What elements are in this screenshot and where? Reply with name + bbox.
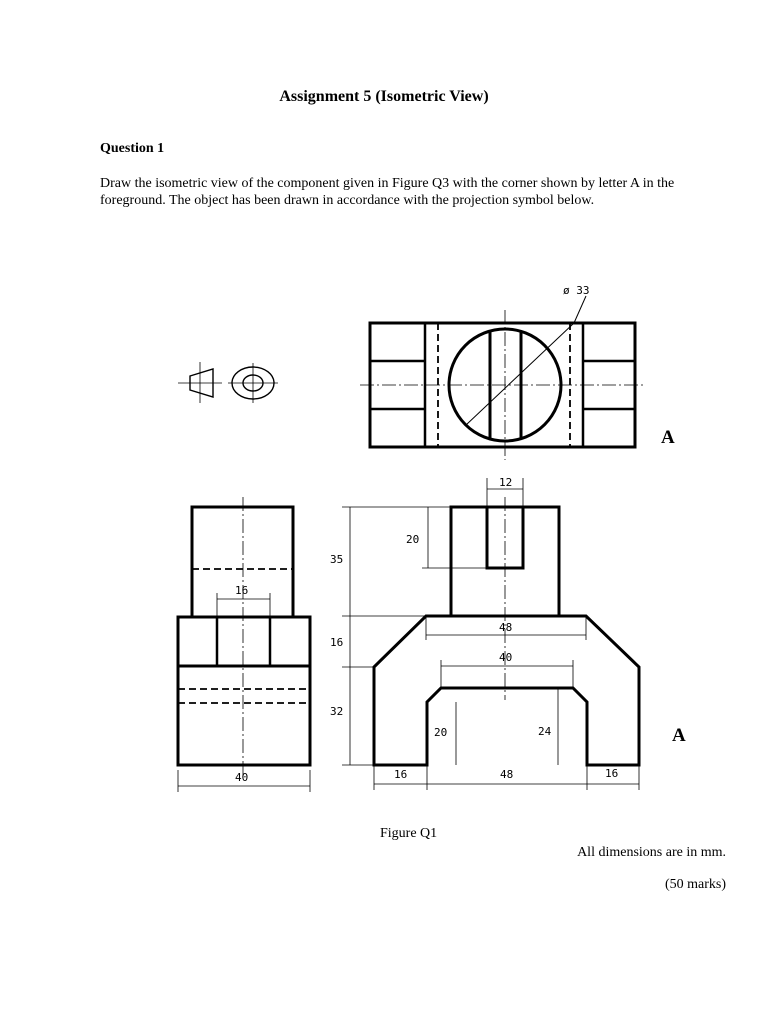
arch-height-dimension: 24 [538,725,552,738]
question-heading: Question 1 [100,141,165,156]
corner-label-plan: A [661,427,675,448]
figure-caption: Figure Q1 [380,826,438,841]
page-title: Assignment 5 (Isometric View) [279,88,489,105]
front-view [342,478,639,790]
diameter-dimension-label: ø 33 [563,284,590,297]
leg-height-dimension: 32 [330,705,344,718]
slot-width-dimension: 12 [499,476,513,489]
side-width-dimension: 40 [235,771,249,784]
block-height-dimension: 16 [330,636,344,649]
plan-view [360,296,645,460]
right-leg-width-dimension: 16 [605,767,619,780]
inner-step-dimension: 20 [434,726,448,739]
corner-label-front: A [672,725,686,746]
marks-label: (50 marks) [664,877,726,892]
projection-symbol [178,362,278,403]
top-width-dimension: 48 [499,621,513,634]
side-slot-width-dimension: 16 [235,584,249,597]
side-view [178,497,310,792]
slot-depth-dimension: 20 [406,533,420,546]
units-note: All dimensions are in mm. [577,845,726,860]
question-instructions: Draw the isometric view of the component given in Figure Q3 with the corner shown by letter A in the foreground. The object has been drawn in accordance with the projection symbol below. [100,176,675,208]
upright-height-dimension: 35 [330,553,344,566]
gap-width-dimension: 48 [500,768,514,781]
left-leg-width-dimension: 16 [394,768,408,781]
inner-width-dimension: 40 [499,651,513,664]
